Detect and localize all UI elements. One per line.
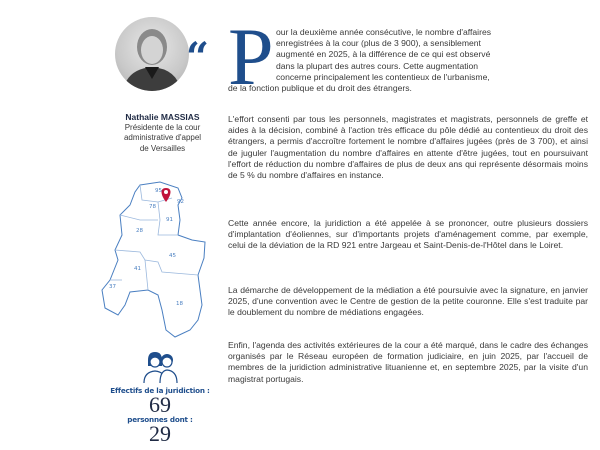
paragraph-3: Cette année encore, la juridiction a été appelée à se prononcer, outre plusieurs dossiers d'implantation d'éoliennes, sur d'importants projets d'aménagement comme, par exemple, celui de la déviation de la RD 921 entre Jargeau et Saint-Denis-de-l'Hôtel dans le Loiret. <box>228 218 588 251</box>
drop-cap: P <box>228 11 274 102</box>
paragraph-5: Enfin, l'agenda des activités extérieures de la cour a été marqué, dans le cadre des échanges organisés par le Réseau européen de formation judiciaire, en juin 2025, par l'accueil de membres de la juridiction administrative lituanienne et, en septembre 2025, par la visite d'un magistrat portugais. <box>228 340 588 384</box>
svg-text:41: 41 <box>134 266 141 272</box>
svg-text:91: 91 <box>166 217 173 223</box>
region-map <box>100 180 210 345</box>
staff-label: Effectifs de la juridiction : <box>110 386 210 395</box>
staff-stats <box>95 350 225 444</box>
staff-sub-value: 29 <box>149 421 171 446</box>
author-title-line: de Versailles <box>139 143 186 153</box>
author-title-line: administrative d'appel <box>123 133 202 142</box>
staff-sub-label: personnes dont : <box>127 415 193 424</box>
author-block <box>100 112 225 154</box>
portrait-photo <box>115 17 189 91</box>
svg-text:45: 45 <box>169 253 176 259</box>
author-name: Nathalie MASSIAS <box>125 112 200 122</box>
paragraph-2: L'effort consenti par tous les personnels, magistrates et magistrats, personnels de greffe et aides à la décision, combiné à l'action très efficace du pôle dédié au contentieux du droit des étrangers, a permis d'accroître fortement le nombre d'affaires jugées (près de 3 700), et ainsi de juguler l'augmentation du nombre d'affaires en attente d'être jugées, tout en poursuivant l'effort de réduction du nombre d'affaires de plus de deux ans qui représente désormais moins de 5 % du nombre d'affaires en instance. <box>228 114 588 181</box>
svg-text:92: 92 <box>177 199 184 205</box>
svg-text:37: 37 <box>109 284 116 290</box>
paragraph-4: La démarche de développement de la médiation a été poursuivie avec la signature, en janvier 2025, d'une convention avec le Centre de gestion de la petite couronne. Elle s'est traduite par le doublement du nombre de médiations engagées. <box>228 285 588 318</box>
paragraph-1: our la deuxième année consécutive, le nombre d'affaires enregistrées à la cour (plus de 3 900), a sensiblement augmenté en 2025, à la différence de ce qui est observé dans la plupart des autres cours. Cette augmentation concerne principalement les contentieux de l'urbanisme, de la fonction publique et du droit des étrangers. <box>228 27 492 94</box>
svg-text:18: 18 <box>176 301 183 307</box>
author-title-line: Présidente de la cour <box>124 122 201 132</box>
svg-text:95: 95 <box>155 188 162 194</box>
svg-text:28: 28 <box>136 228 143 234</box>
staff-total: 69 <box>149 392 171 417</box>
quote-mark-icon: “ <box>186 34 210 81</box>
location-pin-icon <box>162 188 171 202</box>
svg-text:78: 78 <box>149 204 156 210</box>
people-icon <box>140 350 180 384</box>
